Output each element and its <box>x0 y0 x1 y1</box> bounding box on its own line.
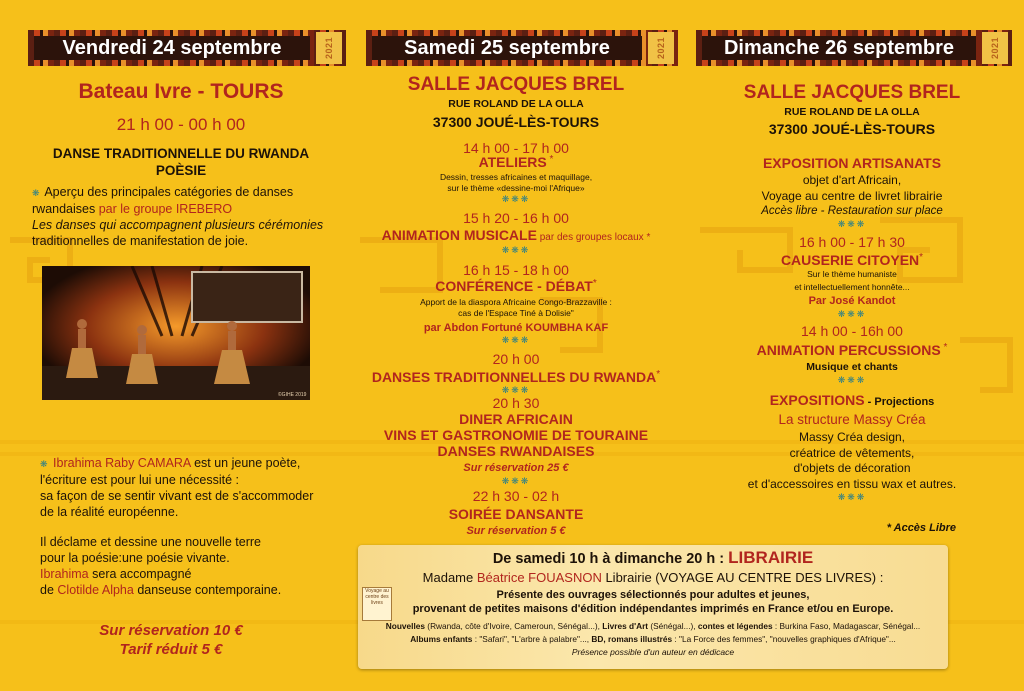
ateliers-time: 14 h 00 - 17 h 00 <box>463 140 569 156</box>
asterisk: * <box>940 342 948 353</box>
desc-line: de <box>40 583 58 597</box>
bookstore-name: Librairie (VOYAGE AU CENTRE DES LIVRES) : <box>601 570 884 585</box>
conference-desc-2: cas de l'Espace Tiné à Dolisie" <box>458 308 574 318</box>
year-badge: 2021 <box>316 32 342 64</box>
poet-description <box>40 455 346 598</box>
saturday-venue: SALLE JACQUES BREL <box>407 74 625 95</box>
genre-label: Livres d'Art <box>602 621 649 631</box>
sunday-city: 37300 JOUÉ-LÈS-TOURS <box>768 121 936 137</box>
saturday-banner <box>366 30 678 66</box>
friday-venue: Bateau Ivre - TOURS <box>78 80 284 103</box>
friday-title-poetry: POÈSIE <box>155 163 207 178</box>
exhibition-line-1: objet d'art Africain, <box>802 173 902 187</box>
exhibition-title: EXPOSITION ARTISANATS <box>762 155 942 171</box>
dots-divider-icon: ❋❋❋ <box>837 492 867 502</box>
desc-line: pour la poésie:une poésie vivante. <box>40 551 230 565</box>
party-time: 22 h 30 - 02 h <box>472 488 560 504</box>
talk-title <box>692 252 1012 268</box>
dancer-name: Clotilde Alpha <box>57 583 134 597</box>
dots-divider-icon: ❋❋❋ <box>501 335 531 345</box>
bullet-icon: ❋ <box>40 459 50 469</box>
year-badge: 2021 <box>648 32 674 64</box>
friday-header: Vendredi 24 septembre <box>34 36 310 60</box>
poet-first-name: Ibrahima <box>40 567 89 581</box>
genre-label: contes et légendes <box>697 621 773 631</box>
sunday-street: RUE ROLAND DE LA OLLA <box>784 106 920 118</box>
ateliers-title <box>358 154 674 170</box>
sunday-venue: SALLE JACQUES BREL <box>743 82 961 103</box>
poet-name: Ibrahima Raby CAMARA <box>53 456 191 470</box>
author-signing-note: Présence possible d'un auteur en dédicace <box>571 647 735 657</box>
bookstore-logo-icon: Voyage au centre des livres <box>362 587 392 621</box>
conference-time: 16 h 15 - 18 h 00 <box>463 262 569 278</box>
asterisk: * <box>656 369 661 380</box>
librairie-hours: De samedi 10 h à dimanche 20 h : <box>492 551 729 567</box>
rwanda-dance-time: 20 h 00 <box>492 351 540 367</box>
talk-desc-2: et intellectuellement honnête... <box>794 282 910 292</box>
librairie-label: LIBRAIRIE <box>728 548 814 567</box>
group-name: par le groupe IREBERO <box>98 202 233 216</box>
friday-reservation: Sur réservation 10 € <box>99 622 243 639</box>
talk-desc-1: Sur le thème humaniste <box>807 269 897 279</box>
dots-divider-icon: ❋❋❋ <box>837 375 867 385</box>
genre-detail: (Rwanda, côte d'Ivoire, Cameroun, Sénégal...), <box>425 621 603 631</box>
desc-line: l'écriture est pour lui une nécessité : <box>40 473 240 487</box>
dance-photo <box>42 266 310 400</box>
rwanda-dance-title <box>358 369 674 385</box>
bookseller-name: Béatrice FOUASNON <box>476 570 602 585</box>
saturday-header: Samedi 25 septembre <box>372 36 642 60</box>
dots-divider-icon: ❋❋❋ <box>501 385 531 395</box>
asterisk: * <box>546 154 554 165</box>
saturday-street: RUE ROLAND DE LA OLLA <box>448 98 584 110</box>
free-access-note: * Accès Libre <box>886 522 956 534</box>
dots-divider-icon: ❋❋❋ <box>501 476 531 486</box>
dots-divider-icon: ❋❋❋ <box>837 309 867 319</box>
friday-reduced-price: Tarif réduit 5 € <box>119 641 223 658</box>
genre-label: Albums enfants <box>410 634 473 644</box>
wine-title: VINS ET GASTRONOMIE DE TOURAINE <box>383 427 649 443</box>
asterisk: * <box>919 252 924 263</box>
music-label: ANIMATION MUSICALE <box>381 227 537 243</box>
librairie-line-5 <box>358 621 948 631</box>
expositions-title <box>692 392 1012 408</box>
bookseller-prefix: Madame <box>422 570 477 585</box>
bullet-icon: ❋ <box>32 188 42 198</box>
sunday-banner <box>696 30 1012 66</box>
ateliers-desc-2: sur le thème «dessine-moi l'Afrique» <box>447 183 585 193</box>
librairie-line-4: provenant de petites maisons d'édition indépendantes imprimés en France et/ou en Europe. <box>412 603 894 615</box>
talk-speaker: Par José Kandot <box>808 295 896 307</box>
desc-line: sera accompagné <box>88 567 192 581</box>
dots-divider-icon: ❋❋❋ <box>501 194 531 204</box>
photo-credit: ©GIHE 2019 <box>278 392 307 398</box>
desc-line: Il déclame et dessine une nouvelle terre <box>40 535 261 549</box>
dots-divider-icon: ❋❋❋ <box>837 219 867 229</box>
librairie-heading <box>358 548 948 568</box>
friday-column <box>22 0 340 691</box>
conference-desc-1: Apport de la diaspora Africaine Congo-Brazzaville : <box>420 297 612 307</box>
ateliers-desc-1: Dessin, tresses africaines et maquillage, <box>439 172 593 182</box>
music-subtitle: par des groupes locaux * <box>536 232 651 243</box>
desc-line: traditionnelles de manifestation de joie. <box>32 234 249 248</box>
desc-line: danseuse contemporaine. <box>133 583 282 597</box>
friday-banner <box>28 30 346 66</box>
genre-detail: : "Safari", "L'arbre à palabre"..., <box>472 634 592 644</box>
talk-time: 16 h 00 - 17 h 30 <box>799 234 905 250</box>
massy-crea-line-3: d'objets de décoration <box>793 461 911 475</box>
genre-detail: : "La Force des femmes", "nouvelles graphiques d'Afrique"... <box>672 634 896 644</box>
talk-label: CAUSERIE CITOYEN <box>780 252 920 268</box>
percussion-subtitle: Musique et chants <box>806 361 898 373</box>
genre-label: BD, romans illustrés <box>591 634 673 644</box>
desc-line: Les danses qui accompagnent plusieurs cérémonies <box>32 218 324 232</box>
asterisk: * <box>592 278 597 289</box>
friday-dance-description <box>32 184 342 249</box>
ateliers-label: ATELIERS <box>478 154 547 170</box>
conference-speaker: par Abdon Fortuné KOUMBHA KAF <box>423 322 609 334</box>
percussion-time: 14 h 00 - 16h 00 <box>801 323 903 339</box>
dinner-title: DINER AFRICAIN <box>459 411 573 427</box>
sunday-header: Dimanche 26 septembre <box>702 36 976 60</box>
rwanda-dances-title: DANSES RWANDAISES <box>437 443 595 459</box>
bookseller-line <box>358 570 948 585</box>
exhibition-line-2: Voyage au centre de livret librairie <box>761 189 943 203</box>
dots-divider-icon: ❋❋❋ <box>501 245 531 255</box>
massy-crea-line-4: et d'accessoires en tissu wax et autres. <box>747 477 957 491</box>
genre-detail: (Sénégal...), <box>648 621 698 631</box>
dinner-reservation: Sur réservation 25 € <box>463 462 569 474</box>
desc-line: Aperçu des principales catégories de danses <box>44 185 294 199</box>
friday-title-dance: DANSE TRADITIONNELLE DU RWANDA <box>52 146 310 161</box>
massy-crea-title: La structure Massy Créa <box>778 412 926 427</box>
music-time: 15 h 20 - 16 h 00 <box>463 210 569 226</box>
dinner-time: 20 h 30 <box>492 395 540 411</box>
librairie-box <box>358 545 948 669</box>
exhibition-line-3: Accès libre - Restauration sur place <box>761 205 943 217</box>
year-badge: 2021 <box>982 32 1008 64</box>
genre-detail: : Burkina Faso, Madagascar, Sénégal... <box>772 621 921 631</box>
desc-line: rwandaises <box>32 202 99 216</box>
massy-crea-line-1: Massy Créa design, <box>798 430 906 444</box>
conference-title <box>358 278 674 294</box>
conference-label: CONFÉRENCE - DÉBAT <box>435 278 593 294</box>
saturday-city: 37300 JOUÉ-LÈS-TOURS <box>432 114 600 130</box>
percussion-label: ANIMATION PERCUSSIONS <box>756 342 941 358</box>
desc-line: de la réalité européenne. <box>40 505 179 519</box>
music-title <box>358 227 674 243</box>
percussion-title <box>692 342 1012 358</box>
genre-label: Nouvelles <box>385 621 425 631</box>
massy-crea-line-2: créatrice de vêtements, <box>789 446 915 460</box>
party-title: SOIRÉE DANSANTE <box>448 506 584 522</box>
librairie-line-6 <box>358 634 948 644</box>
desc-line: sa façon de se sentir vivant est de s'accommoder <box>40 489 314 503</box>
expositions-subtitle: - Projections <box>864 396 935 408</box>
party-reservation: Sur réservation 5 € <box>466 525 566 537</box>
rwanda-dance-label: DANSES TRADITIONNELLES DU RWANDA <box>371 369 657 385</box>
expositions-label: EXPOSITIONS <box>769 392 865 408</box>
desc-line: est un jeune poète, <box>190 456 301 470</box>
librairie-line-3: Présente des ouvrages sélectionnés pour adultes et jeunes, <box>496 589 810 601</box>
dancers-illustration <box>42 266 310 400</box>
friday-time: 21 h 00 - 00 h 00 <box>116 115 246 134</box>
